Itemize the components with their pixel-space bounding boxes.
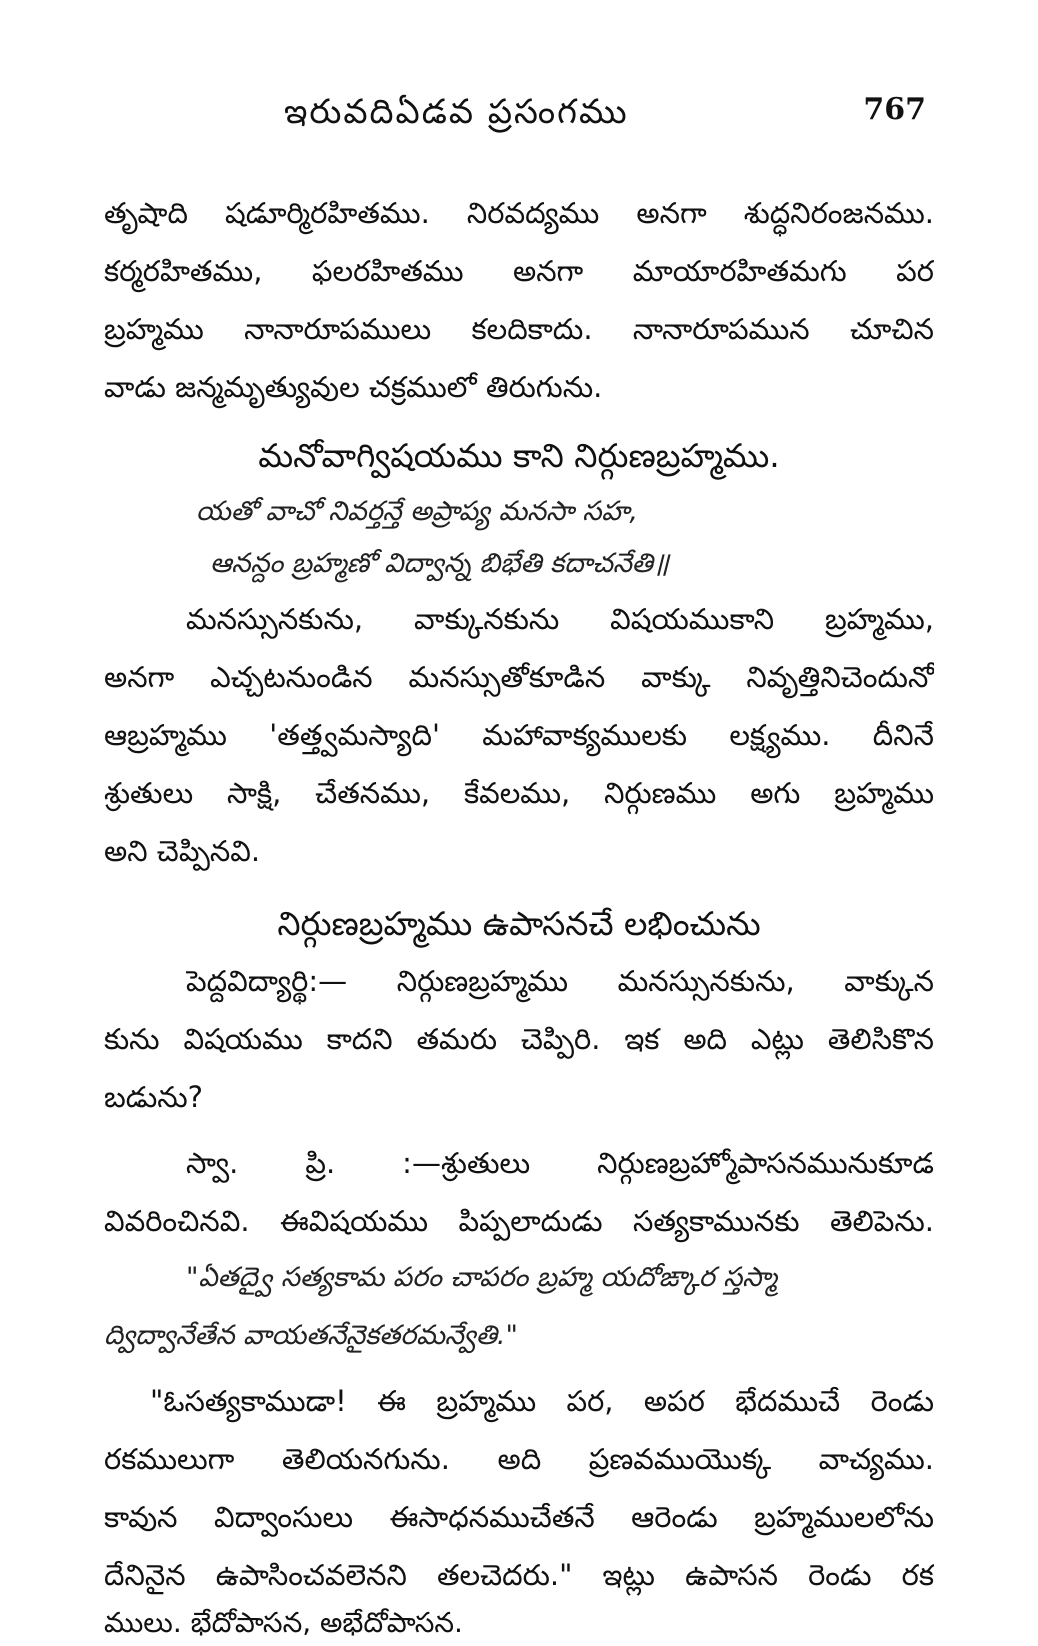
para2-line-4: శ్రుతులు సాక్షి, చేతనము, కేవలము, నిర్గుణము అగు బ్రహ్మము bbox=[104, 776, 934, 810]
para1-line-4: వాడు జన్మమృత్యువుల చక్రములో తిరుగును. bbox=[104, 370, 603, 404]
para5-line-5: ములు. భేదోపాసన, అభేదోపాసన. bbox=[104, 1606, 463, 1639]
running-title: ఇరువదిఏడవ ప్రసంగము bbox=[284, 92, 629, 132]
para5-line-4: దేనినైన ఉపాసించవలెనని తలచెదరు." ఇట్లు ఉపాసన రెండు రక bbox=[104, 1558, 934, 1592]
para1-line-3: బ్రహ్మము నానారూపములు కలదికాదు. నానారూపమున చూచిన bbox=[104, 312, 934, 346]
verse2-line-1: "ఏతద్వై సత్యకామ పరం చాపరం బ్రహ్మ యదోఙ్కార స్తస్మా bbox=[186, 1262, 778, 1293]
section-heading-2: నిర్గుణబ్రహ్మము ఉపాసనచే లభించును bbox=[277, 904, 761, 943]
para5-line-1: "ఓసత్యకాముడా! ఈ బ్రహ్మము పర, అపర భేదముచే రెండు bbox=[150, 1384, 934, 1418]
para3-line-2: కును విషయము కాదని తమరు చెప్పిరి. ఇక అది ఎట్లు తెలిసికొన bbox=[104, 1022, 934, 1056]
para2-line-5: అని చెప్పినవి. bbox=[104, 834, 261, 868]
para1-line-1: తృషాది షడూర్మిరహితము. నిరవద్యము అనగా శుద్ధనిరంజనము. bbox=[104, 196, 934, 230]
para3-line-3: బడును? bbox=[104, 1080, 204, 1114]
verse1-line-1: యతో వాచో నివర్తన్తే అప్రాప్య మనసా సహ, bbox=[196, 496, 638, 527]
para3-line-1: పెద్దవిద్యార్థి:— నిర్గుణబ్రహ్మము మనస్సునకును, వాక్కున bbox=[186, 964, 934, 998]
para2-line-2: అనగా ఎచ్చటనుండిన మనస్సుతోకూడిన వాక్కు నివృత్తినిచెందునో bbox=[104, 660, 934, 694]
page-number: 767 bbox=[863, 92, 926, 127]
section-heading-1: మనోవాగ్విషయము కాని నిర్గుణబ్రహ్మము. bbox=[258, 436, 780, 475]
verse1-line-2: ఆనన్దం బ్రహ్మణో విద్వాన్న బిభేతి కదాచనేతి॥ bbox=[210, 548, 670, 579]
para4-line-1: స్వా. ప్రి. :—శ్రుతులు నిర్గుణబ్రహ్మోపాసనమునుకూడ bbox=[186, 1146, 934, 1180]
para2-line-1: మనస్సునకును, వాక్కునకును విషయముకాని బ్రహ్మము, bbox=[186, 602, 934, 636]
para5-line-3: కావున విద్వాంసులు ఈసాధనముచేతనే ఆరెండు బ్రహ్మములలోను bbox=[104, 1500, 934, 1534]
page-header bbox=[104, 92, 934, 142]
para4-line-2: వివరించినవి. ఈవిషయము పిప్పలాదుడు సత్యకామునకు తెలిపెను. bbox=[104, 1204, 934, 1238]
para5-line-2: రకములుగా తెలియనగును. అది ప్రణవముయొక్క వాచ్యము. bbox=[104, 1442, 934, 1476]
verse2-line-2: ద్విద్వానేతేన వాయతనేనైకతరమన్వేతి." bbox=[104, 1320, 518, 1351]
para2-line-3: ఆబ్రహ్మము 'తత్త్వమస్యాది' మహావాక్యములకు లక్ష్యము. దీనినే bbox=[104, 718, 934, 752]
para1-line-2: కర్మరహితము, ఫలరహితము అనగా మాయారహితమగు పర bbox=[104, 254, 934, 288]
